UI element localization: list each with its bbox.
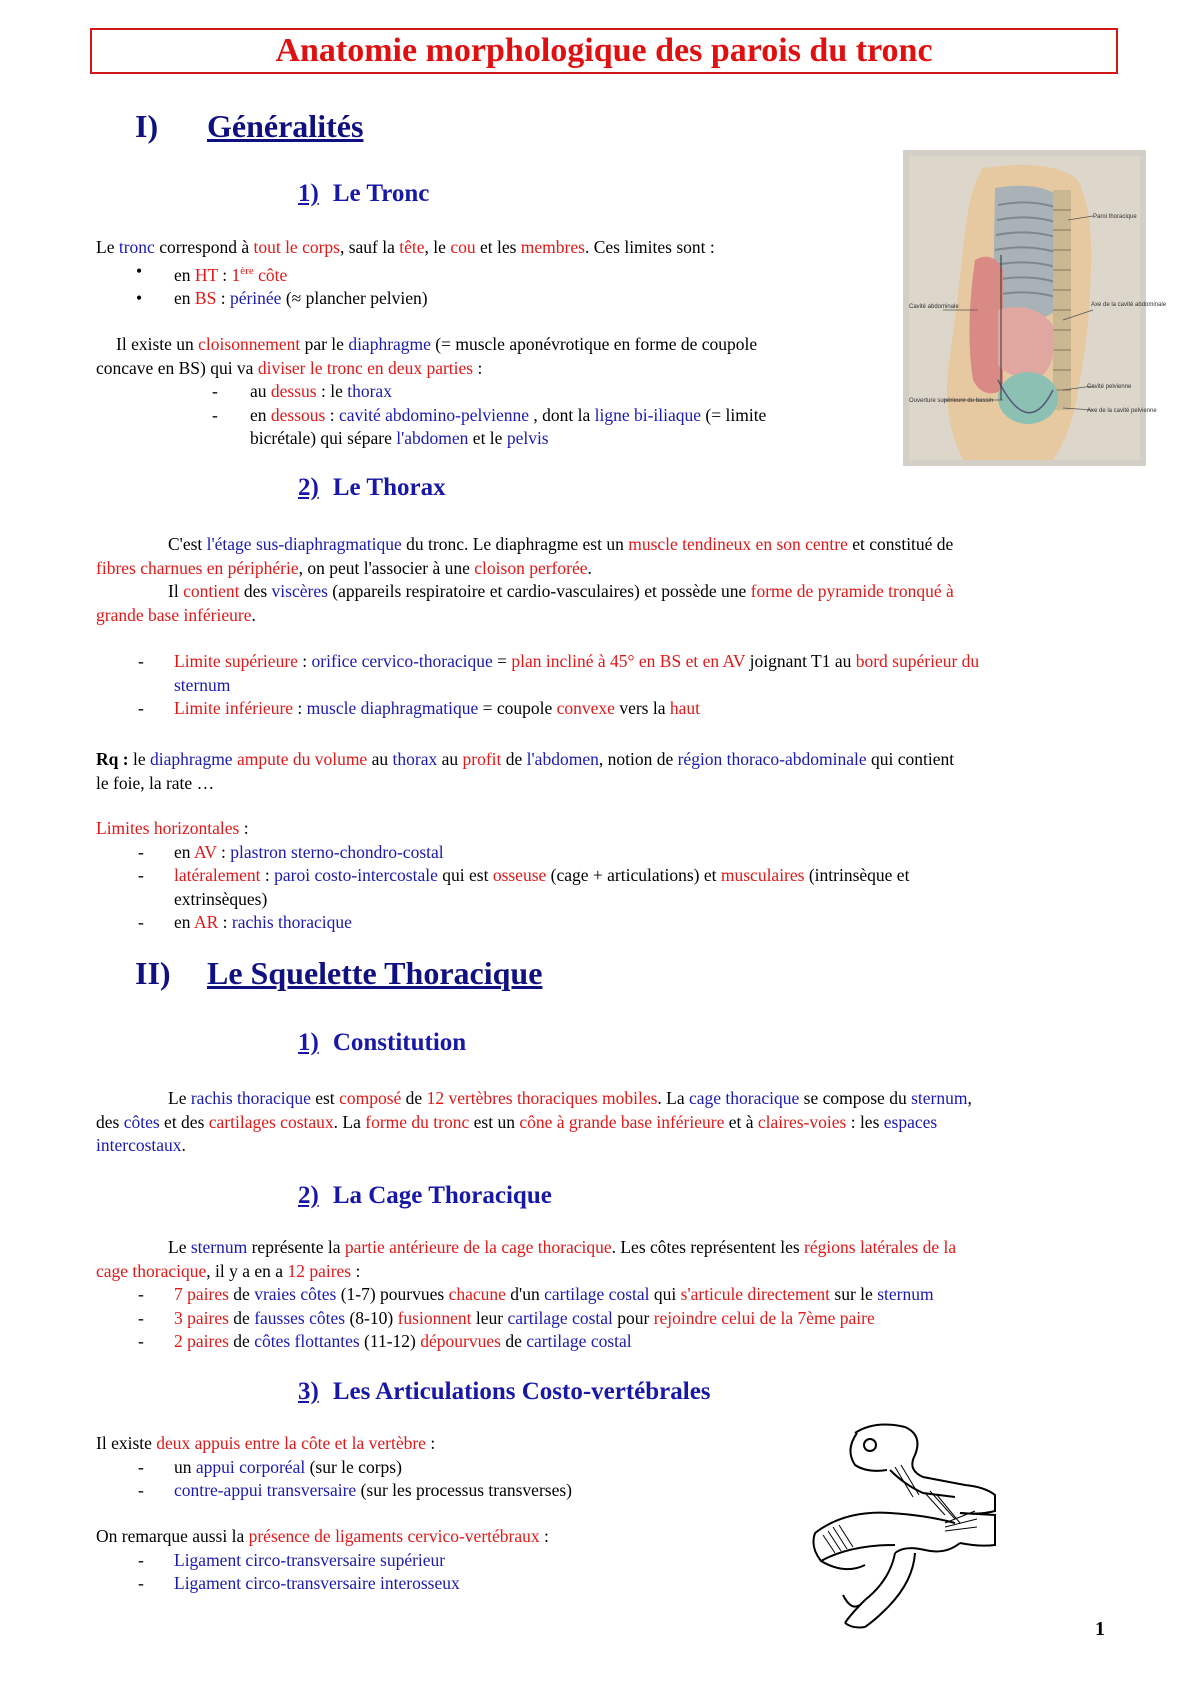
list-item: - latéralement : paroi costo-intercostale qui est osseuse (cage + articulations) et musculaires (intrinsèque et: [138, 865, 910, 885]
list-item: - Ligament circo-transversaire supérieur: [138, 1549, 446, 1570]
vertebra-rib-drawing: [795, 1415, 1020, 1630]
section-heading-generalites: I) Généralités: [135, 108, 364, 144]
text-line: cage thoracique, il y a en a 12 paires :: [96, 1260, 361, 1281]
text-line: des côtes et des cartilages costaux. La forme du tronc est un cône à grande base inférieure et à claires-voies : les espaces: [96, 1111, 938, 1132]
text-line: C'est l'étage sus-diaphragmatique du tronc. Le diaphragme est un muscle tendineux en son centre et constitué de: [168, 534, 954, 554]
paragraph-ligaments: [96, 1525, 796, 1596]
text-line: fibres charnues en périphérie, on peut l'associer à une cloison perforée.: [96, 557, 592, 578]
text-line: Le sternum représente la partie antérieure de la cage thoracique. Les côtes représentent les régions latérales de la: [168, 1237, 957, 1257]
section-heading-squelette: II) Le Squelette Thoracique: [135, 955, 543, 991]
paragraph-tronc: [96, 236, 896, 311]
subsection-heading-tronc: 1) Le Tronc: [298, 180, 430, 207]
list-item: - 3 paires de fausses côtes (8-10) fusionnent leur cartilage costal pour rejoindre celui de la 7ème paire: [138, 1307, 875, 1328]
text-line: Il existe un cloisonnement par le diaphragme (= muscle aponévrotique en forme de coupole: [116, 334, 758, 354]
thorax-illustration: [903, 150, 1167, 466]
paragraph-remarque: [96, 748, 1126, 795]
list-limites-thorax: [96, 650, 1126, 721]
text-line: Limites horizontales :: [96, 818, 249, 838]
paragraph-articulations: [96, 1432, 796, 1503]
list-item: - Ligament circo-transversaire interosseux: [138, 1573, 460, 1593]
figure-label: Axe de la cavité pelvienne: [1087, 408, 1157, 414]
paragraph-constitution: [96, 1087, 1126, 1158]
paragraph-thorax: [96, 533, 1126, 627]
figure-label: Cavité pelvienne: [1087, 384, 1132, 390]
figure-label: Axe de la cavité abdominale: [1091, 302, 1167, 308]
subsection-heading-thorax: 2) Le Thorax: [298, 474, 446, 501]
text-line: extrinsèques): [174, 888, 268, 909]
figure-label: Ouverture supérieure du bassin: [909, 398, 994, 404]
text-line: concave en BS) qui va diviser le tronc en deux parties :: [96, 357, 483, 378]
list-limites-horizontales: [96, 817, 1126, 935]
list-item: - 7 paires de vraies côtes (1-7) pourvues chacune d'un cartilage costal qui s'articule directement sur le sternum: [138, 1284, 934, 1304]
list-item: - au dessus : le thorax: [212, 381, 392, 401]
list-item: - 2 paires de côtes flottantes (11-12) dépourvues de cartilage costal: [138, 1331, 632, 1351]
list-item: - en AR : rachis thoracique: [138, 912, 352, 932]
list-item: - en AV : plastron sterno-chondro-costal: [138, 841, 444, 862]
costovertebral-joint-figure: [795, 1415, 1020, 1630]
text-line: On remarque aussi la présence de ligaments cervico-vertébraux :: [96, 1526, 549, 1546]
text-line: bicrétale) qui sépare l'abdomen et le pelvis: [250, 428, 549, 448]
list-item: - contre-appui transversaire (sur les processus transverses): [138, 1480, 572, 1500]
list-item: • en BS : périnée (≈ plancher pelvien): [136, 288, 428, 308]
list-item: - Limite supérieure : orifice cervico-thoracique = plan incliné à 45° en BS et en AV joignant T1 au bord supérieur du: [138, 651, 980, 671]
document-title: Anatomie morphologique des parois du tronc: [275, 32, 933, 69]
text-line: Le rachis thoracique est composé de 12 vertèbres thoraciques mobiles. La cage thoracique se compose du sternum,: [168, 1088, 972, 1108]
document-title-box: [90, 28, 1118, 74]
text-line: Il existe deux appuis entre la côte et la vertèbre :: [96, 1433, 436, 1453]
text-line: sternum: [174, 674, 231, 695]
paragraph-cloisonnement: [96, 333, 896, 451]
text-line: le foie, la rate …: [96, 772, 215, 793]
subsection-heading-cage-thoracique: 2) La Cage Thoracique: [298, 1182, 552, 1209]
list-item: • en HT : 1ère côte: [136, 260, 288, 285]
paragraph-cage: [96, 1236, 1126, 1354]
page-number: 1: [1095, 1618, 1105, 1640]
list-item: - un appui corporéal (sur le corps): [138, 1456, 402, 1477]
figure-label: Cavité abdominale: [909, 304, 959, 310]
thorax-cross-section-figure: [903, 150, 1167, 466]
text-line: Il contient des viscères (appareils respiratoire et cardio-vasculaires) et possède une forme de pyramide tronqué à: [168, 581, 954, 601]
figure-label: Paroi thoracique: [1093, 214, 1137, 220]
list-item: - en dessous : cavité abdomino-pelvienne , dont la ligne bi-iliaque (= limite: [212, 404, 767, 425]
text-line: Rq : le diaphragme ampute du volume au thorax au profit de l'abdomen, notion de région thoraco-abdominale qui contient: [96, 749, 955, 769]
list-item: - Limite inférieure : muscle diaphragmatique = coupole convexe vers la haut: [138, 698, 700, 718]
text-line: Le tronc correspond à tout le corps, sauf la tête, le cou et les membres. Ces limites sont :: [96, 237, 715, 257]
text-line: grande base inférieure.: [96, 604, 256, 625]
subsection-heading-constitution: 1) Constitution: [298, 1029, 467, 1056]
text-line: intercostaux.: [96, 1135, 186, 1155]
subsection-heading-articulations: 3) Les Articulations Costo-vertébrales: [298, 1378, 711, 1405]
